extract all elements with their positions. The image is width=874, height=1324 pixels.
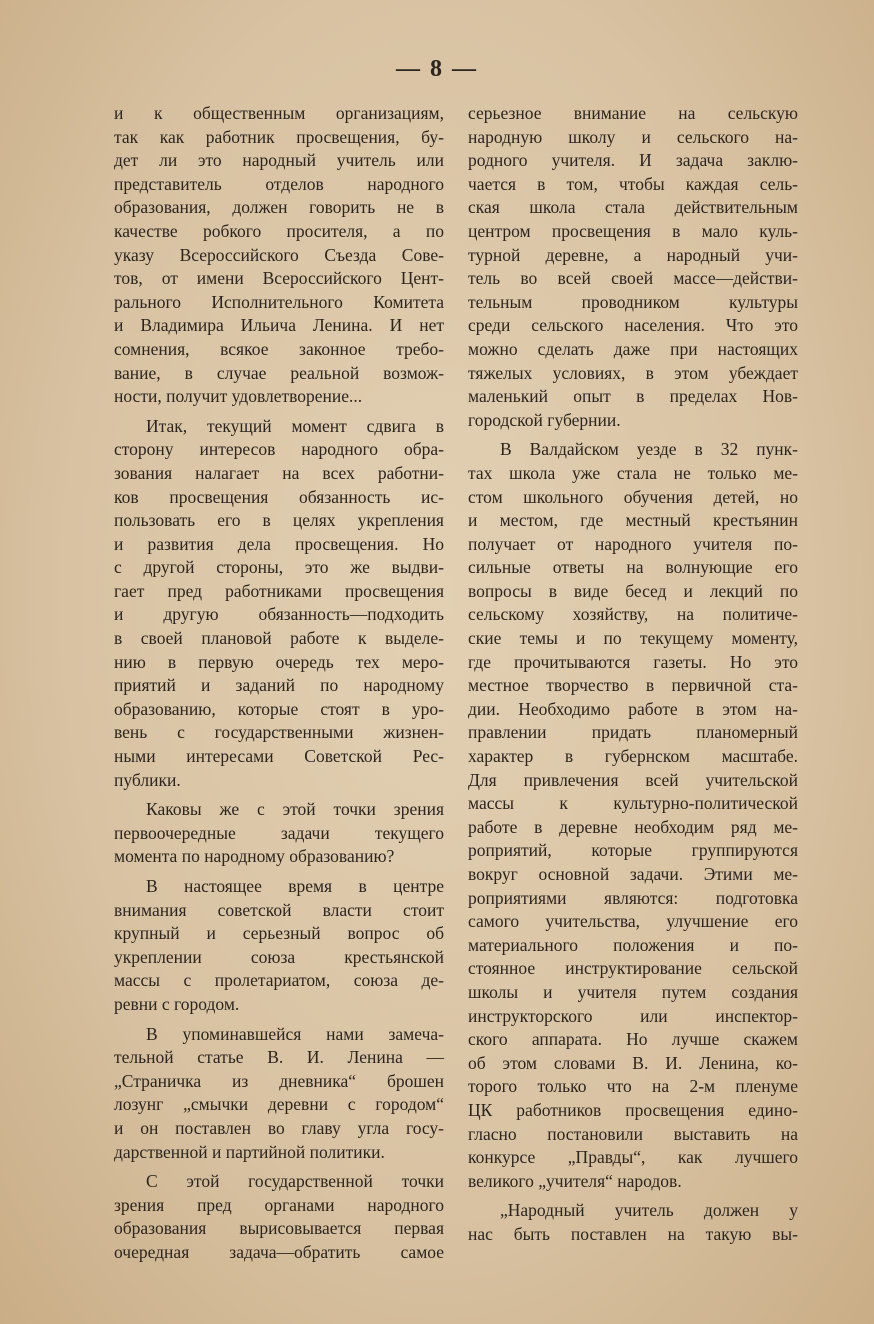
text-line: рального Исполнительного Комитета	[114, 291, 444, 312]
text-line: торого только что на 2-м пленуме	[468, 1076, 798, 1097]
text-line: В Валдайском уезде в 32 пунк-	[500, 439, 798, 460]
text-line: тель во всей своей массе—действи-	[468, 268, 798, 289]
text-line: „Народный учитель должен у	[500, 1200, 798, 1221]
text-line: работе в деревне необходим ряд ме-	[468, 816, 798, 837]
left-text-column	[114, 102, 444, 1265]
text-line: и другую обязанность—подходить	[114, 604, 444, 625]
text-line: и к общественным организациям,	[114, 103, 444, 123]
text-line: гласно постановили выставить на	[468, 1123, 798, 1144]
text-line: стом школьного обучения детей, но	[468, 486, 798, 507]
text-line: ского аппарата. Но лучше скажем	[468, 1029, 798, 1050]
text-line: ские темы и по текущему моменту,	[468, 628, 798, 649]
text-line: публики.	[114, 769, 181, 790]
text-line: среди сельского населения. Что это	[468, 315, 798, 336]
text-line: массы с пролетариатом, союза де-	[114, 970, 444, 991]
text-line: ская школа стала действительным	[468, 197, 798, 218]
text-line: указу Всероссийского Съезда Сове-	[114, 244, 444, 265]
text-line: Каковы же с этой точки зрения	[146, 799, 444, 820]
text-line: местное творчество в первичной ста-	[468, 675, 798, 696]
text-line: тов, от имени Всероссийского Цент-	[114, 268, 444, 289]
text-line: тельной статье В. И. Ленина —	[114, 1047, 444, 1068]
text-line: „Страничка из дневника“ брошен	[114, 1070, 444, 1091]
text-line: сторону интересов народного обра-	[114, 439, 444, 460]
text-line: укреплении союза крестьянской	[114, 946, 444, 967]
text-line: В упоминавшейся нами замеча-	[146, 1023, 444, 1044]
text-line: лозунг „смычки деревни с городом“	[114, 1094, 444, 1115]
text-line: С этой государственной точки	[146, 1171, 444, 1192]
text-line: вень с государственными жизнен-	[114, 722, 444, 743]
text-line: массы к культурно-политической	[468, 793, 798, 814]
text-line: народную школу и сельского на-	[468, 126, 798, 147]
text-line: сильные ответы на волнующие его	[468, 557, 798, 578]
text-line: ными интересами Советской Рес-	[114, 746, 444, 767]
text-line: момента по народному образованию?	[114, 846, 395, 867]
text-line: с другой стороны, это же выдви-	[114, 557, 444, 578]
text-line: первоочередные задачи текущего	[114, 822, 444, 843]
text-line: гает пред работниками просвещения	[114, 580, 444, 601]
text-line: нию в первую очередь тех меро-	[114, 651, 444, 672]
text-line: об этом словами В. И. Ленина, ко-	[468, 1052, 798, 1073]
text-line: ЦК работников просвещения едино-	[468, 1099, 798, 1120]
text-line: Для привлечения всей учительской	[468, 769, 798, 790]
text-line: правлении придать планомерный	[468, 722, 798, 743]
text-line: в своей плановой работе к выделе-	[114, 628, 444, 649]
text-line: образования вырисовывается первая	[114, 1218, 444, 1239]
text-line: конкурсе „Правды“, как лучшего	[468, 1147, 798, 1168]
text-line: вопросы в виде бесед и лекций по	[468, 580, 798, 601]
right-text-column	[468, 102, 798, 1247]
text-line: сельскому хозяйству, на политиче-	[468, 604, 798, 625]
text-line: центром просвещения в мало куль-	[468, 220, 798, 241]
text-line: зования налагает на всех работни-	[114, 462, 444, 483]
text-line: чается в том, чтобы каждая сель-	[468, 173, 798, 194]
text-line: вокруг основной задачи. Этими ме-	[468, 864, 798, 884]
text-line: самого учительства, улучшение его	[468, 911, 798, 932]
text-line: вание, в случае реальной возмож-	[114, 362, 444, 383]
text-line: крупный и серьезный вопрос об	[114, 923, 444, 944]
text-line: ков просвещения обязанность ис-	[114, 486, 444, 507]
text-line: нас быть поставлен на такую вы-	[468, 1223, 798, 1244]
text-line: тах школа уже стала не только ме-	[468, 462, 798, 483]
text-line: маленький опыт в пределах Нов-	[468, 386, 798, 407]
text-line: роприятиями являются: подготовка	[468, 887, 798, 908]
text-line: образования, должен говорить не в	[114, 197, 444, 218]
text-line: серьезное внимание на сельскую	[468, 103, 798, 123]
text-line: инструкторского или инспектор-	[468, 1005, 798, 1026]
text-line: турной деревне, а народный учи-	[468, 244, 798, 265]
text-line: где прочитываются газеты. Но это	[468, 651, 798, 672]
text-line: так как работник просвещения, бу-	[114, 126, 444, 147]
text-line: характер в губернском масштабе.	[468, 746, 798, 767]
text-line: ревни с городом.	[114, 993, 240, 1014]
text-line: и Владимира Ильича Ленина. И нет	[114, 315, 444, 336]
text-line: материального положения и по-	[468, 934, 798, 955]
text-line: дет ли это народный учитель или	[114, 150, 444, 171]
text-line: зрения пред органами народного	[114, 1194, 444, 1215]
text-line: и местом, где местный крестьянин	[468, 510, 798, 531]
text-line: школы и учителя путем создания	[468, 981, 798, 1002]
text-line: тельным проводником культуры	[468, 291, 798, 312]
text-line: приятий и заданий по народному	[114, 675, 444, 696]
text-line: тяжелых условиях, в этом убеждает	[468, 362, 798, 383]
text-line: родного учителя. И задача заклю-	[468, 150, 798, 171]
text-line: очередная задача—обратить самое	[114, 1241, 444, 1262]
text-line: сомнения, всякое законное требо-	[114, 338, 444, 359]
text-line: ности, получит удовлетворение...	[114, 386, 363, 407]
text-line: Итак, текущий момент сдвига в	[146, 415, 444, 436]
text-line: можно сделать даже при настоящих	[468, 338, 798, 359]
text-line: образованию, которые стоят в уро-	[114, 698, 444, 719]
text-line: дии. Необходимо работе в этом на-	[468, 698, 798, 719]
text-line: получает от народного учителя по-	[468, 533, 798, 554]
text-line: стоянное инструктирование сельской	[468, 958, 798, 979]
text-line: качестве робкого просителя, а по	[114, 220, 444, 241]
text-line: великого „учителя“ народов.	[468, 1170, 682, 1191]
text-line: роприятий, которые группируются	[468, 840, 798, 861]
text-line: пользовать его в целях укрепления	[114, 510, 444, 531]
page-number: — 8 —	[396, 56, 478, 82]
text-line: внимания советской власти стоит	[114, 899, 444, 920]
text-line: дарственной и партийной политики.	[114, 1141, 385, 1162]
text-line: представитель отделов народного	[114, 173, 444, 194]
text-line: В настоящее время в центре	[146, 876, 444, 896]
text-line: и он поставлен во главу угла госу-	[114, 1117, 444, 1138]
text-line: городской губернии.	[468, 409, 621, 430]
text-line: и развития дела просвещения. Но	[114, 533, 444, 554]
